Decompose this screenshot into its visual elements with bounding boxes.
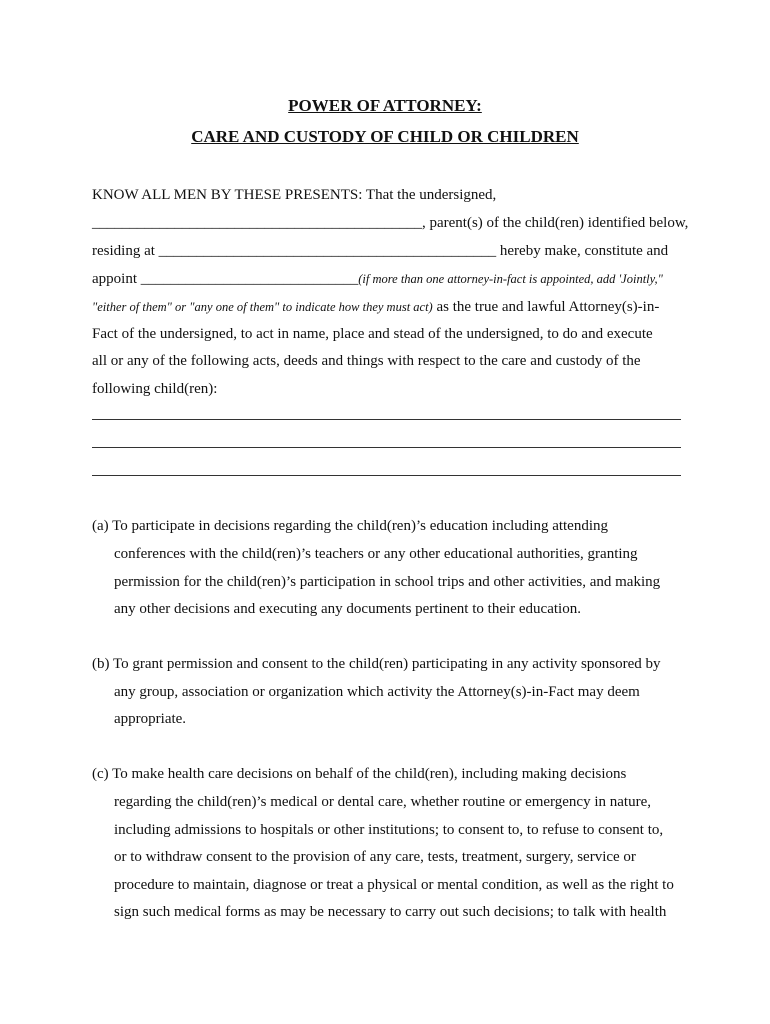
intro-line: following child(ren): — [92, 381, 218, 397]
attorney-instruction: "either of them" or "any one of them" to indicate how they must act) — [92, 300, 433, 314]
attorney-line — [92, 298, 659, 316]
child-name-blank-line — [92, 475, 681, 476]
parent-name-line: ____________________________________________, parent(s) of the child(ren) identified below, — [92, 215, 689, 231]
intro-line: Fact of the undersigned, to act in name, place and stead of the undersigned, to do and execute — [92, 326, 653, 342]
item-c-line: regarding the child(ren)’s medical or dental care, whether routine or emergency in nature, — [114, 794, 651, 810]
item-a-line: conferences with the child(ren)’s teachers or any other educational authorities, granting — [114, 546, 638, 562]
item-c-line: or to withdraw consent to the provision of any care, tests, treatment, surgery, service or — [114, 849, 636, 865]
item-a-line: permission for the child(ren)’s participation in school trips and other activities, and making — [114, 574, 661, 590]
appoint-line — [92, 270, 663, 288]
item-b-line: any group, association or organization which activity the Attorney(s)-in-Fact may deem — [114, 684, 640, 700]
child-name-blank-line — [92, 419, 681, 420]
appoint-blank: appoint _____________________________ — [92, 271, 359, 287]
item-c-line: procedure to maintain, diagnose or treat a physical or mental condition, as well as the right to — [114, 877, 674, 893]
intro-line: all or any of the following acts, deeds and things with respect to the care and custody of the — [92, 353, 641, 369]
item-b-line: appropriate. — [114, 711, 187, 727]
residence-line: residing at _____________________________________________ hereby make, constitute and — [92, 243, 669, 259]
item-a-line: (a) To participate in decisions regarding the child(ren)’s education including attending — [92, 518, 609, 534]
document-title: POWER OF ATTORNEY: — [288, 96, 482, 115]
item-c-line: including admissions to hospitals or other institutions; to consent to, to refuse to consent to, — [114, 822, 664, 838]
item-c-line: sign such medical forms as may be necessary to carry out such decisions; to talk with health — [114, 904, 667, 920]
intro-line: KNOW ALL MEN BY THESE PRESENTS: That the undersigned, — [92, 187, 497, 203]
item-c-line: (c) To make health care decisions on behalf of the child(ren), including making decisions — [92, 766, 627, 782]
child-name-blank-line — [92, 447, 681, 448]
attorney-text: as the true and lawful Attorney(s)-in- — [432, 299, 660, 315]
item-b-line: (b) To grant permission and consent to the child(ren) participating in any activity sponsored by — [92, 656, 661, 672]
document-subtitle: CARE AND CUSTODY OF CHILD OR CHILDREN — [191, 127, 579, 146]
item-a-line: any other decisions and executing any documents pertinent to their education. — [114, 601, 581, 617]
appoint-instruction: (if more than one attorney-in-fact is appointed, add 'Jointly," — [358, 272, 663, 286]
